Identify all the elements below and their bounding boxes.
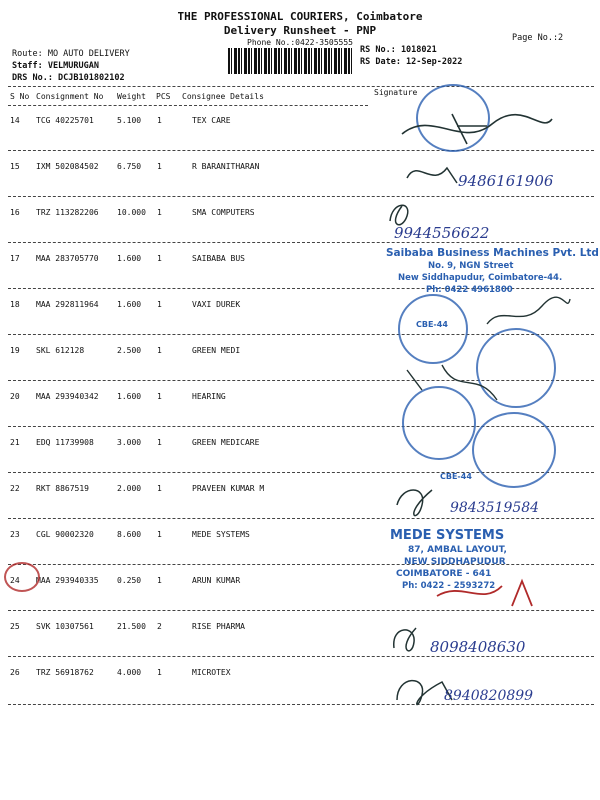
handwritten-phone: 9843519584 — [450, 500, 540, 516]
row-pcs: 1 — [157, 346, 162, 355]
col-signature: Signature — [374, 88, 418, 97]
row-sno: 23 — [10, 530, 20, 539]
row-sno: 16 — [10, 208, 20, 217]
row-consignment: TRZ 113282206 — [36, 208, 99, 217]
row-pcs: 1 — [157, 530, 162, 539]
row-sno: 22 — [10, 484, 20, 493]
row-consignment: SVK 10307561 — [36, 622, 94, 631]
row-weight: 2.000 — [117, 484, 142, 493]
row-pcs: 1 — [157, 438, 162, 447]
handwritten-phone: 9486161906 — [458, 172, 554, 190]
row-consignee: TEX CARE — [192, 116, 231, 125]
route-label: Route: MO AUTO DELIVERY — [12, 49, 130, 59]
saibaba-stamp-city: New Siddhapudur, Coimbatore-44. — [398, 273, 563, 283]
row-pcs: 1 — [157, 484, 162, 493]
row-consignment: TRZ 56918762 — [36, 668, 94, 677]
drs-number: DRS No.: DCJB101802102 — [12, 73, 125, 83]
row-weight: 2.500 — [117, 346, 142, 355]
row-consignee: MEDE SYSTEMS — [192, 530, 250, 539]
row-weight: 21.500 — [117, 622, 146, 631]
red-round-stamp — [4, 562, 40, 592]
mede-stamp-city: COIMBATORE - 641 — [396, 569, 492, 579]
col-consignee: Consignee Details — [182, 92, 264, 101]
row-sno: 25 — [10, 622, 20, 631]
row-pcs: 1 — [157, 208, 162, 217]
row-weight: 3.000 — [117, 438, 142, 447]
row-weight: 1.600 — [117, 392, 142, 401]
row-consignee: GREEN MEDI — [192, 346, 241, 355]
saibaba-stamp-name: Saibaba Business Machines Pvt. Ltd — [386, 247, 599, 259]
row-weight: 5.100 — [117, 116, 142, 125]
column-divider — [8, 105, 368, 106]
company-phone: Phone No.:0422-3505555 — [247, 38, 353, 47]
row-pcs: 1 — [157, 254, 162, 263]
row-consignee: HEARING — [192, 392, 226, 401]
row-consignment: RKT 8867519 — [36, 484, 89, 493]
row-consignment: CGL 90002320 — [36, 530, 94, 539]
row-weight: 10.000 — [117, 208, 146, 217]
mede-stamp-address: NEW SIDDHAPUDUR — [404, 557, 506, 567]
signature-scribble — [392, 104, 562, 154]
row-sno: 15 — [10, 162, 20, 171]
row-sno: 14 — [10, 116, 20, 125]
handwritten-phone: 8098408630 — [430, 638, 526, 656]
row-weight: 1.600 — [117, 300, 142, 309]
page-number: Page No.:2 — [512, 33, 564, 43]
round-stamp — [398, 294, 468, 364]
rs-date: RS Date: 12-Sep-2022 — [360, 57, 463, 67]
row-consignee: SAIBABA BUS — [192, 254, 245, 263]
mede-stamp-address: 87, AMBAL LAYOUT, — [408, 545, 507, 555]
row-weight: 4.000 — [117, 668, 142, 677]
row-weight: 8.600 — [117, 530, 142, 539]
signature-scribble — [432, 576, 542, 616]
row-consignment: MAA 293940342 — [36, 392, 99, 401]
signature-scribble — [482, 294, 572, 334]
row-weight: 0.250 — [117, 576, 142, 585]
row-consignment: SKL 612128 — [36, 346, 85, 355]
row-pcs: 1 — [157, 116, 162, 125]
row-consignee: R BARANITHARAN — [192, 162, 260, 171]
row-consignment: MAA 292811964 — [36, 300, 99, 309]
row-consignee: PRAVEEN KUMAR M — [192, 484, 265, 493]
row-sno: 20 — [10, 392, 20, 401]
row-pcs: 2 — [157, 622, 162, 631]
row-pcs: 1 — [157, 392, 162, 401]
row-sno: 26 — [10, 668, 20, 677]
signature-column — [372, 80, 599, 720]
signature-scribble — [402, 360, 502, 410]
saibaba-stamp-phone: Ph: 0422 4961800 — [426, 285, 513, 295]
cbe-stamp-text: CBE-44 — [440, 472, 472, 481]
row-consignment: TCG 40225701 — [36, 116, 94, 125]
row-sno: 18 — [10, 300, 20, 309]
row-consignee: MICROTEX — [192, 668, 231, 677]
handwritten-phone: 8940820899 — [444, 688, 534, 704]
col-sno: S No — [10, 92, 30, 101]
row-pcs: 1 — [157, 668, 162, 677]
mede-stamp-phone: Ph: 0422 - 2593272 — [402, 581, 496, 591]
row-weight: 6.750 — [117, 162, 142, 171]
row-consignee: VAXI DUREK — [192, 300, 241, 309]
col-weight: Weight — [117, 92, 146, 101]
row-pcs: 1 — [157, 162, 162, 171]
row-consignee: ARUN KUMAR — [192, 576, 241, 585]
row-consignee: RISE PHARMA — [192, 622, 245, 631]
company-title: THE PROFESSIONAL COURIERS, Coimbatore — [177, 10, 423, 23]
mede-stamp-name: MEDE SYSTEMS — [390, 528, 505, 543]
row-sno: 24 — [10, 576, 20, 585]
signature-scribble — [402, 158, 462, 188]
rs-number: RS No.: 1018021 — [360, 45, 437, 55]
saibaba-stamp-street: No. 9, NGN Street — [428, 261, 514, 271]
row-consignment: EDQ 11739908 — [36, 438, 94, 447]
row-consignment: IXM 502084502 — [36, 162, 99, 171]
barcode-image — [228, 48, 352, 74]
col-consignment: Consignment No — [36, 92, 104, 101]
signature-scribble — [392, 480, 452, 520]
row-sno: 17 — [10, 254, 20, 263]
runsheet-title: Delivery Runsheet - PNP — [223, 24, 377, 37]
row-pcs: 1 — [157, 300, 162, 309]
signature-scribble — [386, 620, 426, 656]
row-consignment: MAA 293940335 — [36, 576, 99, 585]
handwritten-phone: 9944556622 — [394, 224, 490, 242]
row-consignee: GREEN MEDICARE — [192, 438, 260, 447]
col-pcs: PCS — [156, 92, 171, 101]
row-weight: 1.600 — [117, 254, 142, 263]
row-consignment: MAA 283705770 — [36, 254, 99, 263]
row-sno: 19 — [10, 346, 20, 355]
row-consignee: SMA COMPUTERS — [192, 208, 255, 217]
row-sno: 21 — [10, 438, 20, 447]
row-pcs: 1 — [157, 576, 162, 585]
staff-label: Staff: VELMURUGAN — [12, 61, 99, 71]
cbe-stamp-text: CBE-44 — [416, 320, 448, 329]
round-stamp — [472, 412, 556, 488]
